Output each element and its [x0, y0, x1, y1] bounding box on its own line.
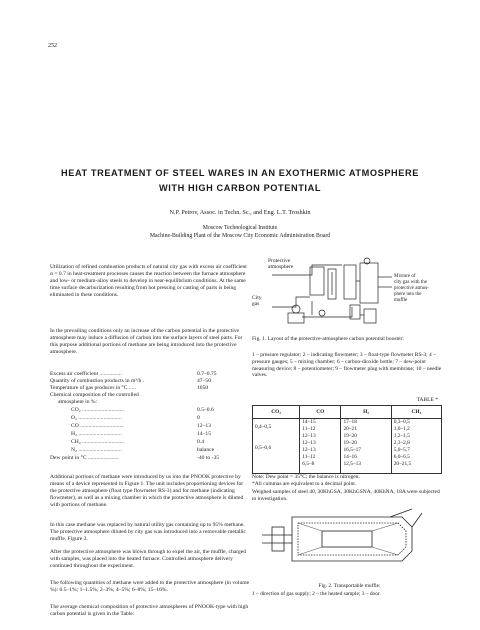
- gas-row: CO ............................... 12–13: [71, 423, 211, 429]
- gas-row: H₂ ............................... 14–15: [71, 431, 211, 437]
- table-header: CH₄: [391, 406, 441, 419]
- table-cell: [341, 419, 391, 474]
- table-header: H₂: [341, 406, 391, 419]
- page-number: 252: [48, 43, 57, 49]
- intro-paragraph: Utilization of refined combustion products of natural city gas with excess air coefficient α = 0.7 in heat-treatment processes causes the reaction between the furnace atmosphere and low- or medium-alloy steels to develop in near-equilibrium conditions. At the same time surface decarburization resulting from hot pressing or casting of parts is being eliminated in these conditions.: [50, 264, 247, 298]
- city-gas-paragraph: In this case methane was replaced by natural utility gas containing up to 95% methane. The protective atmosphere diluted by city gas was introduced into a removable metallic muffle, Figure 2.: [50, 522, 247, 542]
- figure-1-schematic: [252, 257, 442, 330]
- composition-table: [252, 405, 442, 474]
- table-header: CO₂: [253, 406, 300, 419]
- fig1-mixture-label: muffle: [394, 298, 408, 303]
- gas-row: O₂ ............................... 0: [71, 415, 200, 421]
- fig1-mixture-label: protective atmos-: [394, 286, 429, 291]
- fig2-caption-body: 1 – direction of gas supply; 2 – the heated sample; 3 – door.: [252, 591, 381, 597]
- co2-value: 0,5–0,6: [255, 445, 272, 451]
- blown-through-paragraph: After the protective atmosphere was blown through to expel the air, the muffle, charged with samples, was placed into the heated furnace. Controlled atmosphere delivery continued throughout the experiment.: [50, 549, 247, 569]
- gas-row: CH₄ .............................. 0.4: [71, 439, 204, 445]
- spec-row: Chemical composition of the controlled: [50, 392, 139, 398]
- figure-2-muffle: [262, 505, 432, 573]
- spec-row: Quantity of combustion products in m³/h . 47–50: [50, 378, 211, 384]
- carbon-potential-paragraph: In the prevailing conditions only an increase of the carbon potential in the protective atmosphere may induce a diffusion of carbon into the surface layers of steel parts. For this purpose additional portions of methane are being introduced into the protective atmosphere.: [50, 328, 243, 355]
- dew-point-row: Dew point in °C ...................... -40 to -35: [50, 455, 220, 461]
- fig1-protective-label: Protective: [268, 258, 291, 264]
- fig1-gas-label: gas: [252, 301, 260, 307]
- weighed-samples-text: Weighed samples of steel 40, 30KhGSA, 30KhGSNA, 40KhNA, 18A were subjected to investigation.: [252, 489, 440, 502]
- article-title-line-2: WITH HIGH CARBON POTENTIAL: [158, 183, 322, 193]
- table-header-row: [253, 406, 442, 419]
- spec-row: atmosphere in %:: [58, 399, 98, 405]
- table-cell: [300, 419, 341, 474]
- spec-row: Excess air coefficient ................ 0.7–0.75: [50, 371, 217, 377]
- quantities-paragraph: The following quantities of methane were added to the protective atmosphere (in volume %): 0.5–1%; 1–1.5%; 2–3%; 4–5%; 6–8%; 15–16%.: [50, 580, 250, 593]
- fig2-caption-title: Fig. 2. Transportable muffle:: [318, 583, 381, 589]
- table-row: [253, 419, 442, 474]
- affiliation-1: Moscow Technological Institute: [202, 225, 278, 231]
- table-note-1: Note: Dew point = 35°C; the balance is nitrogen.: [252, 474, 360, 480]
- ch4-values: 0,3–0,5 1,0–1,2 1,2–1,5 2,3–2,8 5,0–5,7 6,0–6,5 20–21,5: [393, 419, 412, 467]
- table-intro-paragraph: The average chemical composition of protective atmospheres of PNOOK-type with high carbon potential is given in the Table:: [50, 604, 249, 617]
- fig1-city-label: City: [252, 295, 262, 301]
- h2-values: 17–18 20–21 19–20 19–20 16,5–17 14–16 12,5–13: [343, 419, 361, 467]
- co-values: 14–15 11–12 12–13 12–13 12–13 11–12 6,5–8: [302, 419, 316, 467]
- fig1-mixture-label: phere into the: [394, 292, 422, 297]
- co2-value: 0,4–0,5: [255, 424, 272, 430]
- affiliation-2: Machine-Building Plant of the Moscow City Economic Administration Board: [149, 233, 331, 239]
- table-cell: [391, 419, 441, 474]
- fig1-caption-title: Fig. 1. Layout of the protective-atmosphere carbon potential booster:: [252, 336, 404, 342]
- table-note-2: *All commas are equivalent to a decimal point.: [252, 481, 357, 487]
- fig1-caption-body: 1 – pressure regulator; 2 – indicating flowmeter; 3 – float-type flowmeter RS-3; 4 – pressure gauges; 5 – mixing chamber; 6 – carbon-dioxide bottle; 7 – dew-point measuring device; 8 – potentiometer; 9 – flowmeter plug with membrane; 10 – needle valves.: [252, 352, 442, 379]
- article-title-line-1: HEAT TREATMENT OF STEEL WARES IN AN EXOTHERMIC ATMOSPHERE: [61, 168, 419, 178]
- fig1-mixture-label: Mixture of: [394, 274, 416, 279]
- gas-row: CO₂ .............................. 0.5–0.6: [71, 407, 214, 413]
- authors: N.P. Petrov, Assoc. in Techn. Sc., and Eng. L.T. Troshkin: [169, 209, 311, 216]
- fig1-atmosphere-label: atmosphere: [268, 264, 294, 270]
- methane-paragraph: Additional portions of methane were introduced by us into the PNOOK protective by means of a device represented in Figure 1. The unit includes proportioning devices for the protective atmosphere (float type flowmeter RS-3) and for methane (indicating flowmeter), as well as a mixing chamber in which the protective atmosphere is diluted with portions of methane.: [50, 474, 244, 508]
- spec-row: Temperature of gas producer in °C ..... 1050: [50, 385, 209, 391]
- table-header: CO: [300, 406, 341, 419]
- table-cell: [253, 419, 300, 474]
- gas-row: N₂ ............................... balance: [71, 447, 215, 453]
- fig1-mixture-label: city gas with the: [394, 280, 427, 285]
- table-label: TABLE *: [416, 397, 438, 403]
